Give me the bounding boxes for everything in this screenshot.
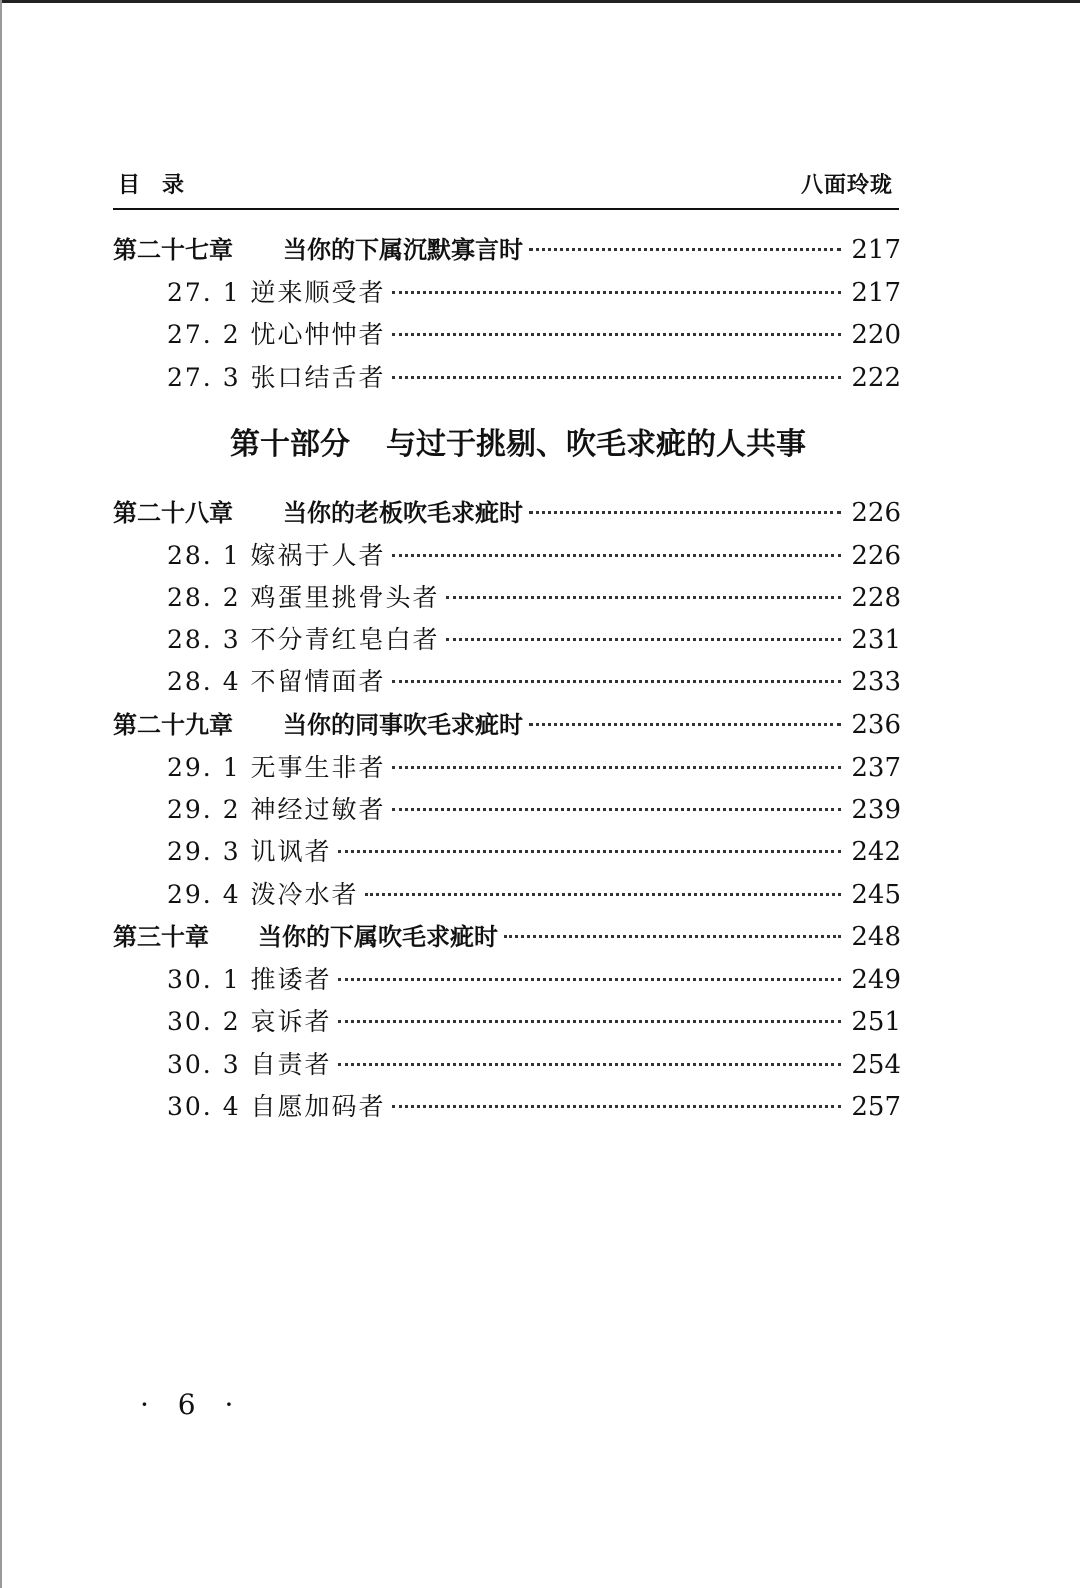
toc-section-29-2[interactable] [167, 790, 901, 830]
toc-section-28-3[interactable] [167, 620, 901, 660]
toc-section-30-2[interactable] [167, 1002, 901, 1042]
dot-leader [392, 766, 842, 769]
part-title: 与过于挑剔、吹毛求疵的人共事 [386, 427, 806, 462]
chapter-title: 当你的下属吹毛求疵时 [258, 923, 498, 951]
section-label: 27. 2 忧心忡忡者 [167, 320, 386, 349]
toc-section-30-3[interactable] [167, 1045, 901, 1085]
page-number: 239 [851, 795, 901, 825]
dot-leader [392, 808, 842, 811]
page-number: 228 [851, 583, 901, 613]
chapter-label [113, 705, 523, 745]
page-number: 226 [851, 541, 901, 571]
toc-section-27-1[interactable] [167, 273, 901, 313]
section-label: 27. 1 逆来顺受者 [167, 278, 386, 307]
page-number: 233 [851, 667, 901, 697]
dot-leader [392, 680, 842, 683]
toc-section-28-1[interactable] [167, 536, 901, 576]
page-number: 231 [851, 625, 901, 655]
header-book-title: 八面玲珑 [800, 173, 893, 198]
chapter-label [113, 493, 523, 533]
page-number: 254 [851, 1050, 901, 1080]
toc-section-30-4[interactable] [167, 1087, 901, 1127]
page-number: 226 [851, 498, 901, 528]
page-number: 217 [851, 235, 901, 265]
dot-leader [392, 291, 842, 294]
toc-chapter-28[interactable] [113, 493, 901, 533]
toc-section-30-1[interactable] [167, 960, 901, 1000]
chapter-number: 第二十九章 [113, 711, 233, 739]
section-label: 29. 1 无事生非者 [167, 753, 386, 782]
dot-leader [446, 596, 842, 599]
section-label: 30. 1 推诿者 [167, 965, 332, 994]
section-label: 30. 4 自愿加码者 [167, 1092, 386, 1121]
section-label: 30. 3 自责者 [167, 1050, 332, 1079]
scan-border-left [0, 0, 2, 1588]
dot-leader [529, 248, 841, 251]
dot-leader [446, 638, 842, 641]
toc-section-28-2[interactable] [167, 578, 901, 618]
chapter-number: 第二十八章 [113, 499, 233, 527]
toc-section-28-4[interactable] [167, 662, 901, 702]
chapter-label [113, 917, 498, 957]
section-label: 28. 1 嫁祸于人者 [167, 541, 386, 570]
dot-leader [392, 554, 842, 557]
chapter-title: 当你的下属沉默寡言时 [283, 236, 523, 264]
page-folio: · 6 · [140, 1388, 244, 1421]
page-number: 245 [851, 880, 901, 910]
dot-leader [529, 511, 841, 514]
running-header [113, 168, 899, 202]
header-rule [113, 208, 899, 210]
section-label: 27. 3 张口结舌者 [167, 363, 386, 392]
scan-border-top [0, 0, 1080, 3]
dot-leader [392, 376, 842, 379]
page-number: 236 [851, 710, 901, 740]
dot-leader [338, 1020, 842, 1023]
page-number: 249 [851, 965, 901, 995]
page-number: 217 [851, 278, 901, 308]
dot-leader [392, 333, 842, 336]
page-number: 242 [851, 837, 901, 867]
toc-section-29-4[interactable] [167, 875, 901, 915]
chapter-label [113, 230, 523, 270]
toc-chapter-29[interactable] [113, 705, 901, 745]
toc-chapter-30[interactable] [113, 917, 901, 957]
toc-section-27-2[interactable] [167, 315, 901, 355]
page-number: 248 [851, 922, 901, 952]
toc-section-29-3[interactable] [167, 832, 901, 872]
chapter-title: 当你的老板吹毛求疵时 [283, 499, 523, 527]
page-number: 257 [851, 1092, 901, 1122]
chapter-title: 当你的同事吹毛求疵时 [283, 711, 523, 739]
toc-chapter-27[interactable] [113, 230, 901, 270]
dot-leader [365, 893, 842, 896]
toc-section-29-1[interactable] [167, 748, 901, 788]
dot-leader [338, 1063, 842, 1066]
dot-leader [338, 978, 842, 981]
dot-leader [504, 935, 841, 938]
section-label: 29. 4 泼冷水者 [167, 880, 359, 909]
section-label: 28. 3 不分青红皂白者 [167, 625, 440, 654]
section-label: 30. 2 哀诉者 [167, 1007, 332, 1036]
page-number: 237 [851, 753, 901, 783]
chapter-number: 第三十章 [113, 923, 209, 951]
dot-leader [392, 1105, 842, 1108]
page-number: 220 [851, 320, 901, 350]
section-label: 28. 4 不留情面者 [167, 667, 386, 696]
section-label: 28. 2 鸡蛋里挑骨头者 [167, 583, 440, 612]
dot-leader [338, 850, 842, 853]
header-section-label: 目录 [118, 173, 207, 198]
chapter-number: 第二十七章 [113, 236, 233, 264]
section-label: 29. 2 神经过敏者 [167, 795, 386, 824]
part-heading [113, 420, 923, 470]
section-label: 29. 3 讥讽者 [167, 837, 332, 866]
page-number: 222 [851, 363, 901, 393]
dot-leader [529, 723, 841, 726]
part-number: 第十部分 [230, 427, 350, 462]
page-number: 251 [851, 1007, 901, 1037]
toc-section-27-3[interactable] [167, 358, 901, 398]
